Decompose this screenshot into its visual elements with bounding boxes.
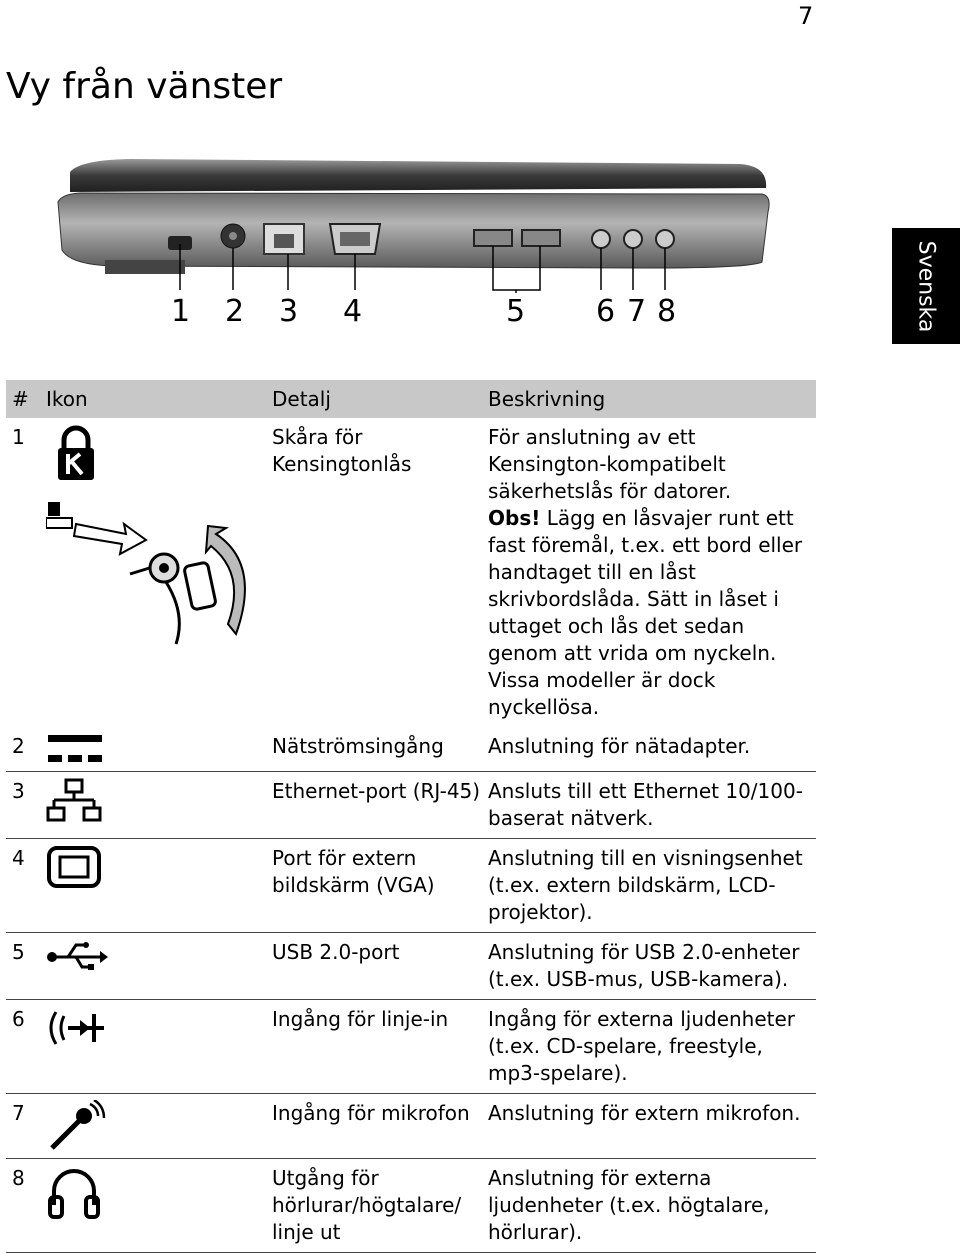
table-row (6, 418, 816, 727)
ethernet-icon (46, 778, 102, 822)
line-in-icon (46, 1006, 110, 1050)
row-icon-cell (40, 1094, 266, 1159)
row-description: Anslutning för nätadapter. (488, 734, 751, 758)
row-icon-cell (40, 727, 266, 772)
row-icon-cell (40, 1000, 266, 1094)
port-table (6, 380, 816, 1253)
row-num: 5 (6, 933, 40, 1000)
row-description: Anslutning för externa ljudenheter (t.ex. högtalare, hörlurar). (482, 1159, 816, 1253)
callout-3: 3 (279, 294, 299, 329)
note-label: Obs! (488, 506, 541, 530)
row-description: Anslutning för extern mikrofon. (482, 1094, 816, 1159)
row-description: Ansluts till ett Ethernet 10/100-baserat nätverk. (482, 772, 816, 839)
row-num: 8 (6, 1159, 40, 1253)
language-tab-label: Svenska (913, 240, 939, 332)
microphone-icon (46, 1100, 106, 1152)
row-num: 4 (6, 839, 40, 933)
header-icon: Ikon (40, 380, 266, 418)
dc-power-icon (46, 733, 106, 765)
row-icon-cell (40, 933, 266, 1000)
row-num: 2 (12, 734, 25, 758)
row-detail: Utgång för hörlurar/högtalare/ linje ut (266, 1159, 482, 1253)
vga-icon (46, 845, 102, 889)
row-num: 6 (6, 1000, 40, 1094)
row-detail: Skåra för Kensingtonlås (272, 425, 412, 476)
row-icon-cell (40, 1159, 266, 1253)
row-detail: Ethernet-port (RJ-45) (266, 772, 482, 839)
table-header-row (6, 380, 816, 418)
header-description: Beskrivning (482, 380, 816, 418)
row-description: Anslutning för USB 2.0-enheter (t.ex. USB-mus, USB-kamera). (482, 933, 816, 1000)
laptop-left-side-illustration (50, 150, 780, 300)
header-detail: Detalj (266, 380, 482, 418)
row-detail: Ingång för mikrofon (266, 1094, 482, 1159)
callout-5: 5 (506, 294, 526, 329)
row-description: Ingång för externa ljudenheter (t.ex. CD-spelare, freestyle, mp3-spelare). (482, 1000, 816, 1094)
table-row (6, 1094, 816, 1159)
table-row (6, 839, 816, 933)
table-row (6, 1000, 816, 1094)
row-detail: Ingång för linje-in (266, 1000, 482, 1094)
callout-1: 1 (171, 294, 191, 329)
callout-4: 4 (343, 294, 363, 329)
row-description: Anslutning till en visningsenhet (t.ex. extern bildskärm, LCD-projektor). (482, 839, 816, 933)
row-icon-cell (40, 772, 266, 839)
row-detail: Nätströmsingång (272, 734, 444, 758)
callout-6: 6 (596, 294, 616, 329)
row-description-cell (482, 418, 816, 727)
table-row (6, 727, 816, 772)
page-number: 7 (798, 2, 814, 30)
callout-8: 8 (657, 294, 677, 329)
kensington-lock-installation-illustration (46, 494, 266, 654)
table-row (6, 933, 816, 1000)
headphones-icon (46, 1165, 102, 1219)
row-num: 7 (6, 1094, 40, 1159)
row-detail: Port för extern bildskärm (VGA) (266, 839, 482, 933)
usb-icon (46, 939, 108, 973)
row-detail: USB 2.0-port (266, 933, 482, 1000)
callout-2: 2 (225, 294, 245, 329)
language-tab (892, 228, 960, 344)
callout-7: 7 (627, 294, 647, 329)
row-num: 3 (6, 772, 40, 839)
row-icon-cell (40, 839, 266, 933)
table-row (6, 1159, 816, 1253)
row-icon-cell (40, 418, 266, 727)
header-num: # (6, 380, 40, 418)
row-description: För anslutning av ett Kensington-kompatibelt säkerhetslås för datorer. (488, 425, 732, 503)
row-note: Lägg en låsvajer runt ett fast föremål, t.ex. ett bord eller handtaget till en låst skrivbordslåda. Sätt in låset i uttaget och lås det sedan genom att vrida om nyckeln. Vissa modeller är dock nyckellösa. (488, 506, 803, 719)
row-num: 1 (12, 425, 25, 449)
page-title: Vy från vänster (6, 66, 283, 107)
kensington-lock-icon (46, 424, 106, 484)
table-row (6, 772, 816, 839)
